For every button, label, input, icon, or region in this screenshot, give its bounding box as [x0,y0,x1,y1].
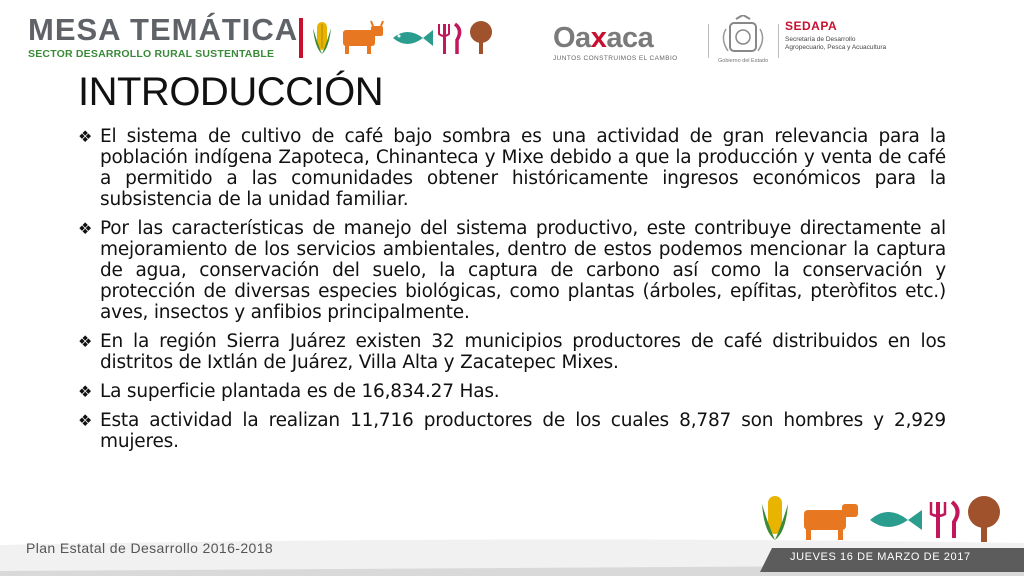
logo-divider [778,24,779,58]
tree-icon [470,21,492,54]
oaxaca-x-mark: x [590,22,607,54]
mesa-tematica-logo [28,14,498,60]
utensils-icon [439,24,460,54]
date-label: JUEVES 16 DE MARZO DE 2017 [790,551,971,563]
crest-caption: Gobierno del Estado [718,58,769,64]
logo-divider [708,24,709,58]
bullet-diamond-icon: ❖ [78,332,93,351]
brand-subtitle: SECTOR DESARROLLO RURAL SUSTENTABLE [28,48,275,60]
brand-divider [299,18,303,58]
bullet-item [78,381,946,402]
slide-title: INTRODUCCIÓN [78,70,384,114]
bullet-text: Por las características de manejo del sistema productivo, este contribuye directamente al mejoramiento de los servicios ambientales, dentro de estos podemos mencionar la captura de agua, conservación del suelo, la captura de carbono así como la conservación y protección de diversas especies biológicas, como plantas (árboles, epífitas, pteròfitos etc.) aves, insectos y anfibios principalmente. [100,218,946,323]
fish-icon [393,30,433,46]
oaxaca-wordmark: Oaxaca [553,22,654,54]
bullet-item [78,331,946,373]
bullet-list [78,126,946,460]
bullet-item [78,218,946,323]
bullet-item [78,410,946,452]
sedapa-name: SEDAPA [785,19,838,33]
oaxaca-tagline: JUNTOS CONSTRUIMOS EL CAMBIO [553,55,678,62]
bullet-text: En la región Sierra Juárez existen 32 municipios productores de café distribuidos en los distritos de Ixtlán de Juárez, Villa Alta y Zacatepec Mixes. [100,331,946,373]
corn-icon [313,22,331,54]
fish-icon [870,510,922,530]
sector-icons-top [311,18,511,58]
bullet-text: Esta actividad la realizan 11,716 productores de los cuales 8,787 son hombres y 2,929 mujeres. [100,410,946,452]
bullet-diamond-icon: ❖ [78,382,93,401]
bullet-diamond-icon: ❖ [78,127,93,146]
cow-icon [343,21,383,54]
corn-icon [762,496,788,540]
sedapa-description: Secretaría de Desarrollo Agropecuario, Pesca y Acuacultura [785,36,887,51]
brand-title: MESA TEMÁTICA [28,12,299,47]
bullet-text: El sistema de cultivo de café bajo sombra es una actividad de gran relevancia para la población indígena Zapoteca, Chinanteca y Mixe debido a que la producción y venta de café a permitido a las comunidades obtener históricamente ingresos económicos para la subsistencia de la unidad familiar. [100,126,946,210]
sedapa-logo [785,20,895,51]
bullet-item [78,126,946,210]
utensils-icon [931,502,958,538]
bullet-text: La superficie plantada es de 16,834.27 Has. [100,381,500,402]
bullet-diamond-icon: ❖ [78,411,93,430]
state-crest-icon [716,15,770,63]
oaxaca-logo [553,22,703,68]
plan-label: Plan Estatal de Desarrollo 2016-2018 [26,540,274,556]
bullet-diamond-icon: ❖ [78,219,93,238]
